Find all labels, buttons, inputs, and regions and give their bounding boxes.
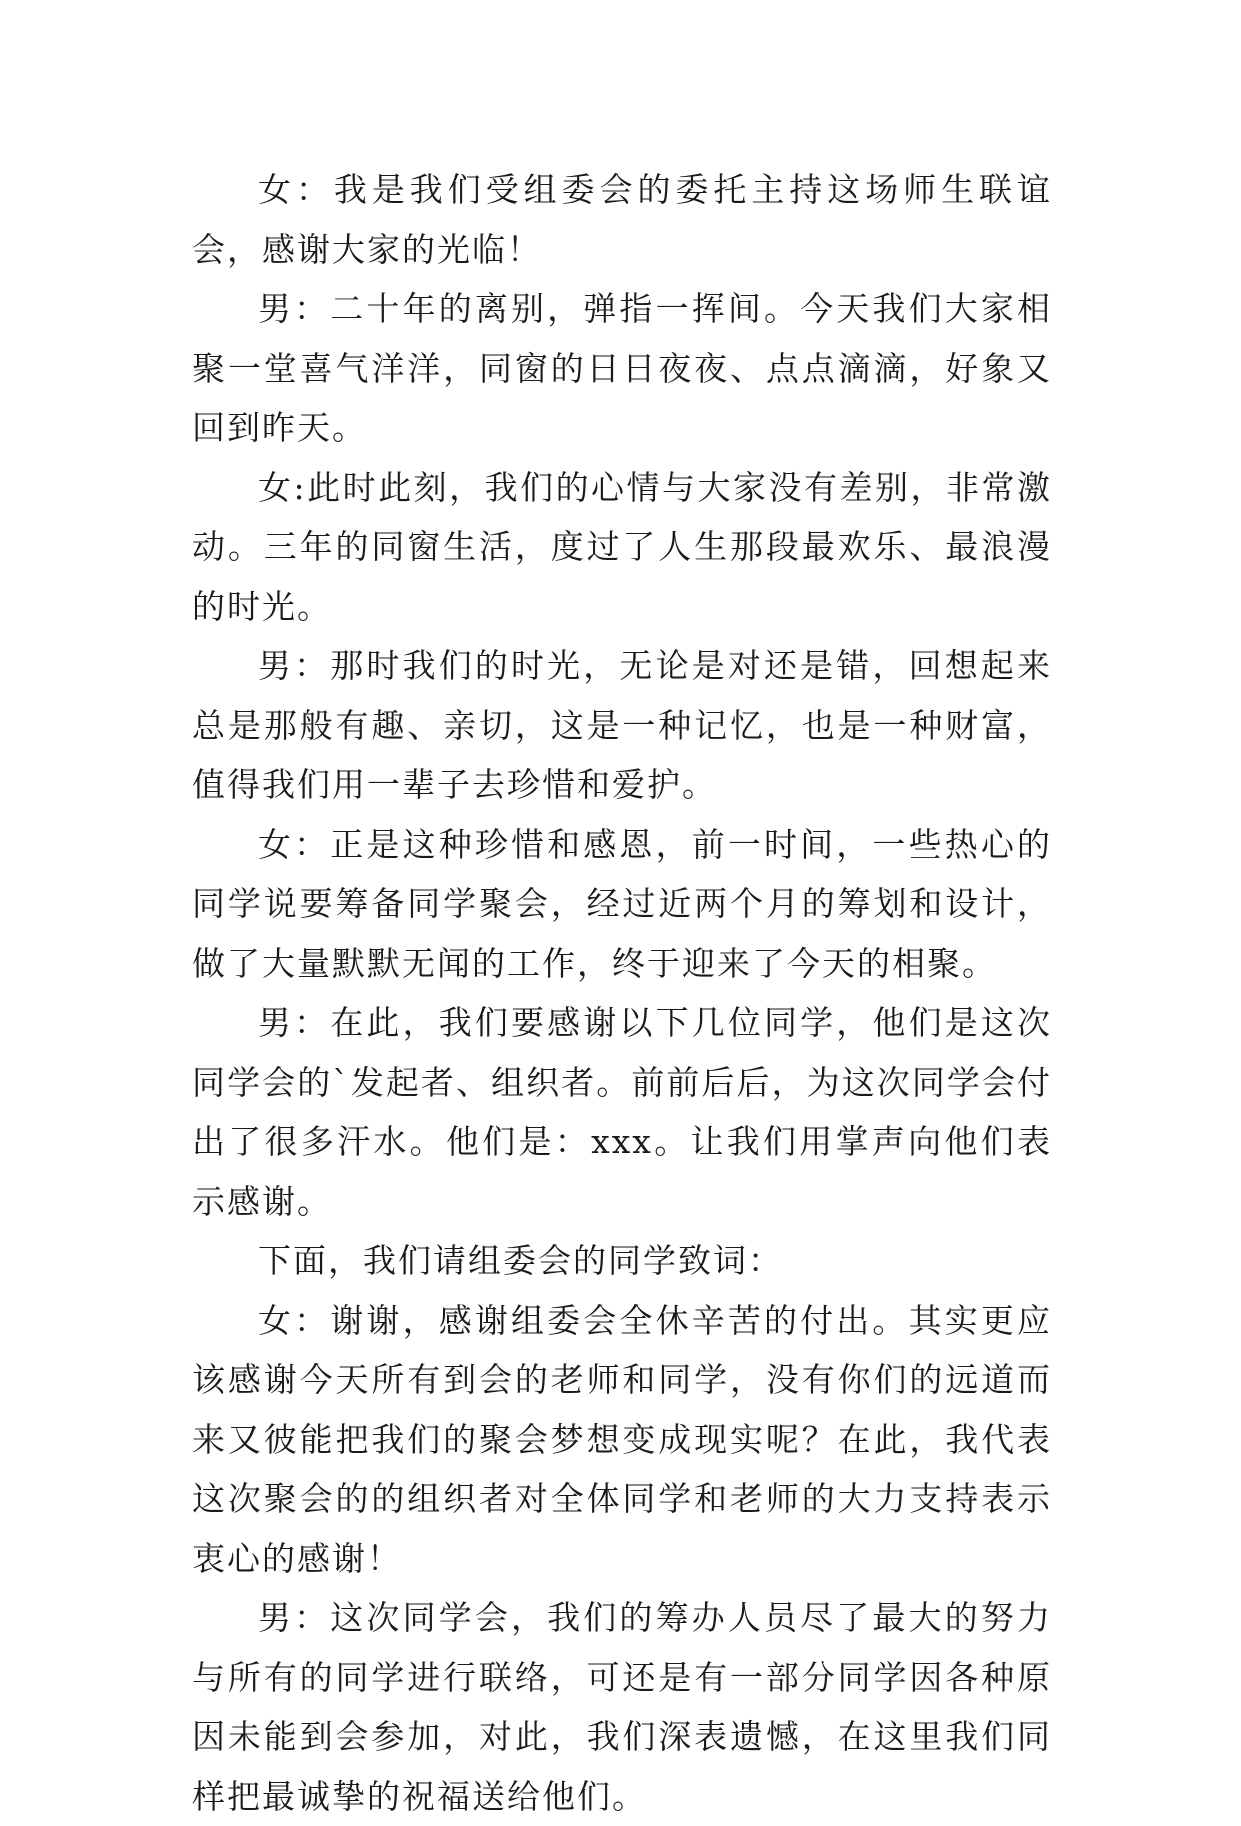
paragraph-3: 女:此时此刻，我们的心情与大家没有差别，非常激动。三年的同窗生活，度过了人生那段最欢乐、最浪漫的时光。 [192,467,1052,626]
paragraph-1: 女：我是我们受组委会的委托主持这场师生联谊会，感谢大家的光临！ [192,170,1052,269]
paragraph-2: 男：二十年的离别，弹指一挥间。今天我们大家相聚一堂喜气洋洋，同窗的日日夜夜、点点滴滴，好象又回到昨天。 [192,289,1052,447]
paragraph-6: 男：在此，我们要感谢以下几位同学，他们是这次同学会的`发起者、组织者。前前后后，为这次同学会付出了很多汗水。他们是：xxx。让我们用掌声向他们表示感谢。 [192,1003,1052,1221]
paragraph-5: 女：正是这种珍惜和感恩，前一时间，一些热心的同学说要筹备同学聚会，经过近两个月的筹划和设计，做了大量默默无闻的工作，终于迎来了今天的相聚。 [192,824,1052,983]
paragraph-9: 男：这次同学会，我们的筹办人员尽了最大的努力与所有的同学进行联络，可还是有一部分同学因各种原因未能到会参加，对此，我们深表遗憾，在这里我们同样把最诚挚的祝福送给他们。 [192,1598,1052,1816]
document-body [192,160,1052,1826]
paragraph-7: 下面，我们请组委会的同学致词： [258,1241,783,1280]
paragraph-8: 女：谢谢，感谢组委会全休辛苦的付出。其实更应该感谢今天所有到会的老师和同学，没有你们的远道而来又彼能把我们的聚会梦想变成现实呢？在此，我代表这次聚会的的组织者对全体同学和老师的大力支持表示衷心的感谢！ [192,1300,1052,1578]
paragraph-4: 男：那时我们的时光，无论是对还是错，回想起来总是那般有趣、亲切，这是一种记忆，也是一种财富，值得我们用一辈子去珍惜和爱护。 [192,646,1052,804]
